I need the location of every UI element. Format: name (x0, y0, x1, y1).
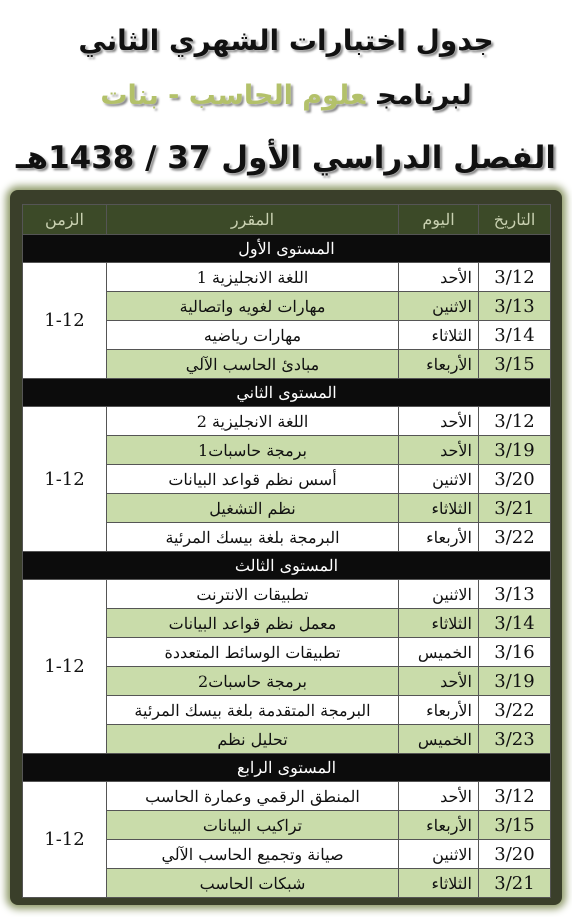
course-cell: أسس نظم قواعد البيانات (107, 465, 399, 494)
day-cell: الثلاثاء (399, 321, 479, 350)
day-cell: الأربعاء (399, 350, 479, 379)
course-cell: اللغة الانجليزية 2 (107, 407, 399, 436)
day-cell: الأحد (399, 782, 479, 811)
date-cell: 3/22 (479, 523, 551, 552)
time-cell: 1-12 (23, 263, 107, 379)
time-cell: 1-12 (23, 580, 107, 754)
level-header-row (23, 552, 551, 580)
day-cell: الخميس (399, 725, 479, 754)
day-cell: الثلاثاء (399, 869, 479, 898)
course-cell: مبادئ الحاسب الآلي (107, 350, 399, 379)
date-cell: 3/12 (479, 782, 551, 811)
level-header-row (23, 754, 551, 782)
course-cell: تطبيقات الوسائط المتعددة (107, 638, 399, 667)
course-cell: المنطق الرقمي وعمارة الحاسب (107, 782, 399, 811)
day-cell: الأحد (399, 407, 479, 436)
date-cell: 3/20 (479, 465, 551, 494)
time-cell: 1-12 (23, 407, 107, 552)
day-cell: الاثنين (399, 292, 479, 321)
day-cell: الاثنين (399, 840, 479, 869)
course-cell: شبكات الحاسب (107, 869, 399, 898)
date-cell: 3/16 (479, 638, 551, 667)
date-cell: 3/20 (479, 840, 551, 869)
day-cell: الأحد (399, 667, 479, 696)
table-row (23, 263, 551, 292)
title-line-3: الفصل الدراسي الأول 37 / 1438هـ (16, 140, 556, 176)
level-name: المستوى الثاني (23, 379, 551, 407)
date-cell: 3/13 (479, 292, 551, 321)
title-program-prefix: لبرنامج (377, 80, 472, 111)
date-cell: 3/14 (479, 609, 551, 638)
day-cell: الأربعاء (399, 811, 479, 840)
day-cell: الأحد (399, 436, 479, 465)
table-header-row (23, 205, 551, 235)
title-line-2 (0, 80, 572, 111)
day-cell: الأحد (399, 263, 479, 292)
course-cell: البرمجة بلغة بيسك المرئية (107, 523, 399, 552)
course-cell: البرمجة المتقدمة بلغة بيسك المرئية (107, 696, 399, 725)
course-cell: اللغة الانجليزية 1 (107, 263, 399, 292)
column-header-course: المقرر (107, 205, 399, 235)
day-cell: الاثنين (399, 580, 479, 609)
date-cell: 3/13 (479, 580, 551, 609)
table-body (23, 235, 551, 898)
day-cell: الثلاثاء (399, 494, 479, 523)
course-cell: برمجة حاسبات1 (107, 436, 399, 465)
level-header-row (23, 379, 551, 407)
time-cell: 1-12 (23, 782, 107, 898)
date-cell: 3/22 (479, 696, 551, 725)
level-name: المستوى الأول (23, 235, 551, 263)
course-cell: نظم التشغيل (107, 494, 399, 523)
day-cell: الاثنين (399, 465, 479, 494)
date-cell: 3/19 (479, 667, 551, 696)
level-header-row (23, 235, 551, 263)
course-cell: برمجة حاسبات2 (107, 667, 399, 696)
day-cell: الأربعاء (399, 523, 479, 552)
course-cell: معمل نظم قواعد البيانات (107, 609, 399, 638)
course-cell: تراكيب البيانات (107, 811, 399, 840)
course-cell: تطبيقات الانترنت (107, 580, 399, 609)
column-header-time: الزمن (23, 205, 107, 235)
date-cell: 3/23 (479, 725, 551, 754)
course-cell: مهارات رياضيه (107, 321, 399, 350)
date-cell: 3/19 (479, 436, 551, 465)
date-cell: 3/15 (479, 811, 551, 840)
exam-schedule-table (22, 204, 551, 898)
course-cell: صيانة وتجميع الحاسب الآلي (107, 840, 399, 869)
date-cell: 3/12 (479, 263, 551, 292)
title-program-name: علوم الحاسب - بنات (100, 80, 366, 111)
day-cell: الأربعاء (399, 696, 479, 725)
date-cell: 3/12 (479, 407, 551, 436)
column-header-date: التاريخ (479, 205, 551, 235)
day-cell: الخميس (399, 638, 479, 667)
title-line-1: جدول اختبارات الشهري الثاني (78, 24, 494, 57)
level-name: المستوى الثالث (23, 552, 551, 580)
date-cell: 3/21 (479, 494, 551, 523)
column-header-day: اليوم (399, 205, 479, 235)
course-cell: تحليل نظم (107, 725, 399, 754)
table-row (23, 580, 551, 609)
table-row (23, 407, 551, 436)
date-cell: 3/21 (479, 869, 551, 898)
table-row (23, 782, 551, 811)
date-cell: 3/15 (479, 350, 551, 379)
date-cell: 3/14 (479, 321, 551, 350)
level-name: المستوى الرابع (23, 754, 551, 782)
course-cell: مهارات لغويه واتصالية (107, 292, 399, 321)
day-cell: الثلاثاء (399, 609, 479, 638)
